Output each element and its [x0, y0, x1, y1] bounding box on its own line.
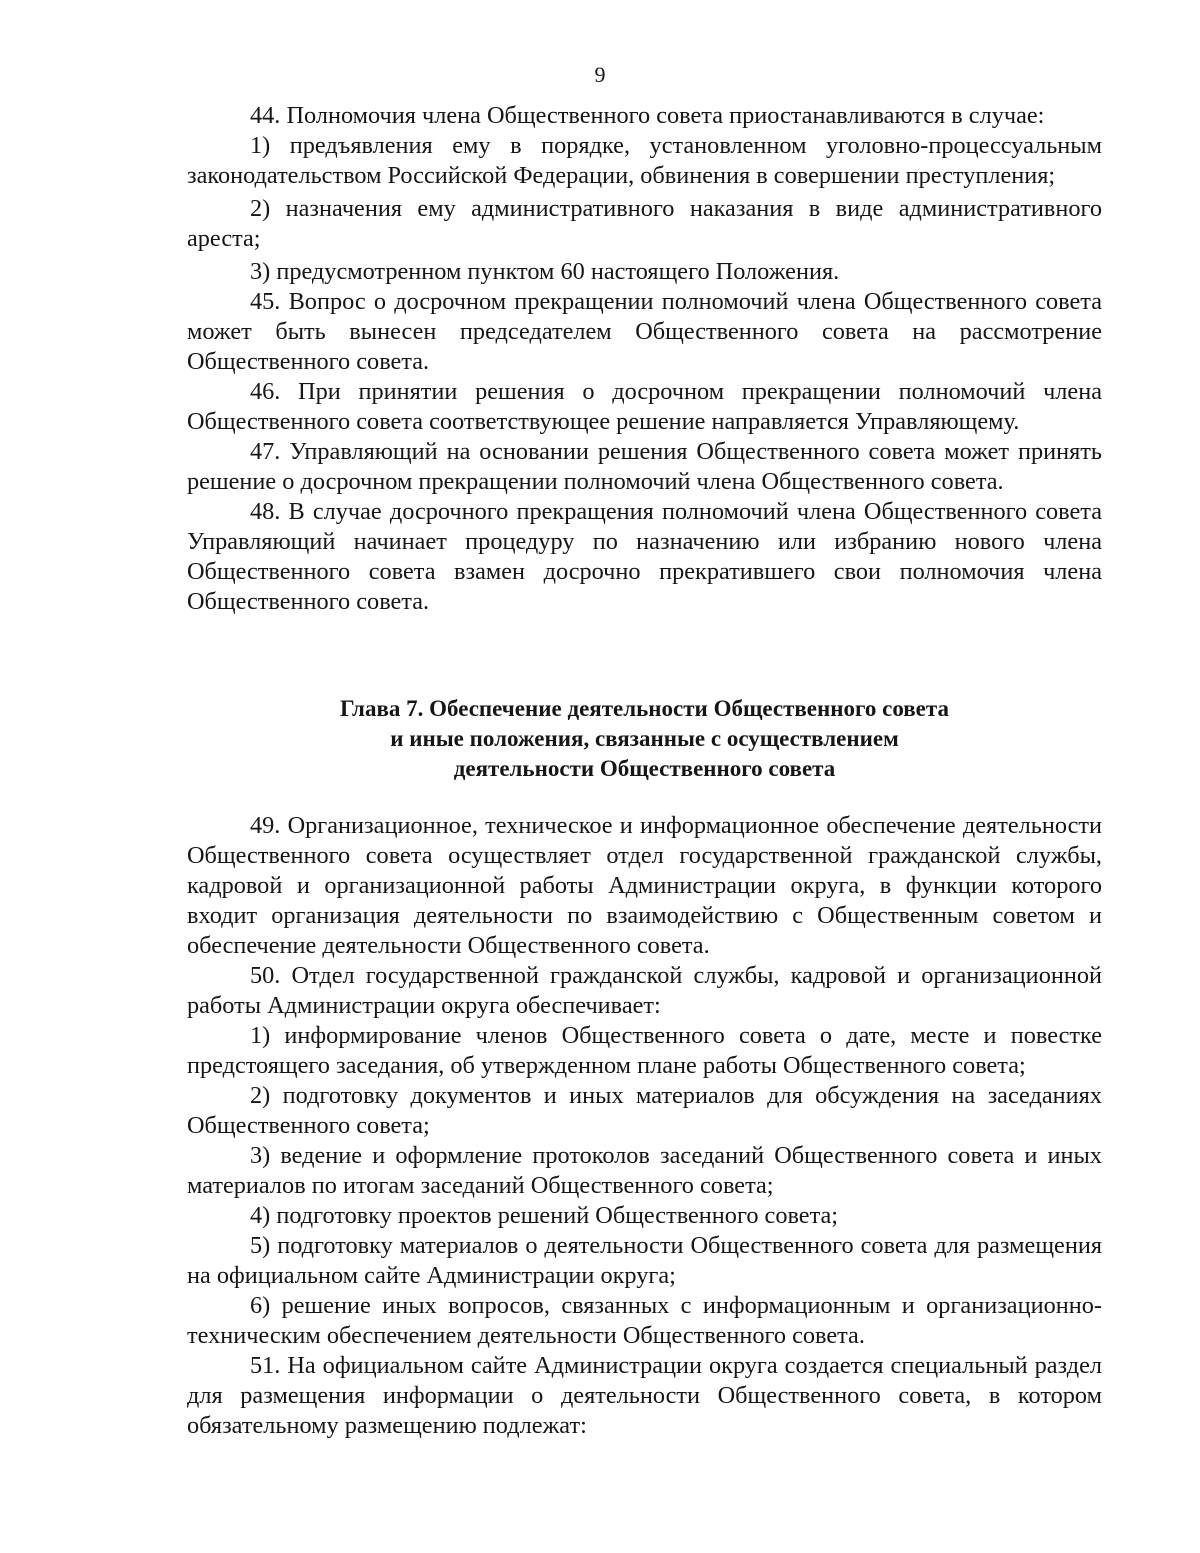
paragraph-50-item-4: 4) подготовку проектов решений Общественного совета; — [250, 1202, 839, 1229]
chapter-title-line-2: и иные положения, связанные с осуществлением — [390, 726, 899, 751]
paragraph-50-item-6: 6) решение иных вопросов, связанных с информационным и организационно-техническим обеспечением деятельности Общественного совета. — [187, 1292, 1102, 1349]
paragraph-50: 50. Отдел государственной гражданской службы, кадровой и организационной работы Администрации округа обеспечивает: — [187, 962, 1102, 1019]
paragraph-48: 48. В случае досрочного прекращения полномочий члена Общественного совета Управляющий начинает процедуру по назначению или избранию нового члена Общественного совета взамен досрочно прекратившего свои полномочия члена Общественного совета. — [187, 498, 1102, 615]
chapter-title-line-1: Глава 7. Обеспечение деятельности Общественного совета — [340, 696, 949, 721]
chapter-title-line-3: деятельности Общественного совета — [453, 756, 836, 781]
paragraph-50-item-2: 2) подготовку документов и иных материалов для обсуждения на заседаниях Общественного совета; — [187, 1082, 1102, 1139]
paragraph-50-item-5: 5) подготовку материалов о деятельности Общественного совета для размещения на официальном сайте Администрации округа; — [187, 1232, 1102, 1289]
paragraph-44: 44. Полномочия члена Общественного совета приостанавливаются в случае: — [250, 102, 1045, 129]
paragraph-44-item-3: 3) предусмотренном пунктом 60 настоящего Положения. — [250, 258, 840, 285]
paragraph-47: 47. Управляющий на основании решения Общественного совета может принять решение о досрочном прекращении полномочий члена Общественного совета. — [187, 438, 1102, 495]
chapter-heading — [187, 694, 1102, 784]
paragraph-50-item-1: 1) информирование членов Общественного совета о дате, месте и повестке предстоящего заседания, об утвержденном плане работы Общественного совета; — [187, 1022, 1102, 1079]
paragraph-50-item-3: 3) ведение и оформление протоколов заседаний Общественного совета и иных материалов по итогам заседаний Общественного совета; — [187, 1142, 1102, 1199]
page-number: 9 — [594, 62, 606, 87]
paragraph-49: 49. Организационное, техническое и информационное обеспечение деятельности Общественного совета осуществляет отдел государственной гражданской службы, кадровой и организационной работы Администрации округа, в функции которого входит организация деятельности по взаимодействию с Общественным советом и обеспечение деятельности Общественного совета. — [187, 812, 1102, 959]
section-1-body — [187, 101, 1102, 617]
section-2-body — [187, 811, 1102, 1441]
paragraph-44-item-1: 1) предъявления ему в порядке, установленном уголовно-процессуальным законодательством Российской Федерации, обвинения в совершении преступления; — [187, 132, 1102, 189]
paragraph-51: 51. На официальном сайте Администрации округа создается специальный раздел для размещения информации о деятельности Общественного совета, в котором обязательному размещению подлежат: — [187, 1352, 1102, 1439]
paragraph-46: 46. При принятии решения о досрочном прекращении полномочий члена Общественного совета соответствующее решение направляется Управляющему. — [187, 378, 1102, 435]
paragraph-44-item-2: 2) назначения ему административного наказания в виде административного ареста; — [187, 195, 1102, 252]
paragraph-45: 45. Вопрос о досрочном прекращении полномочий члена Общественного совета может быть вынесен председателем Общественного совета на рассмотрение Общественного совета. — [187, 288, 1102, 375]
